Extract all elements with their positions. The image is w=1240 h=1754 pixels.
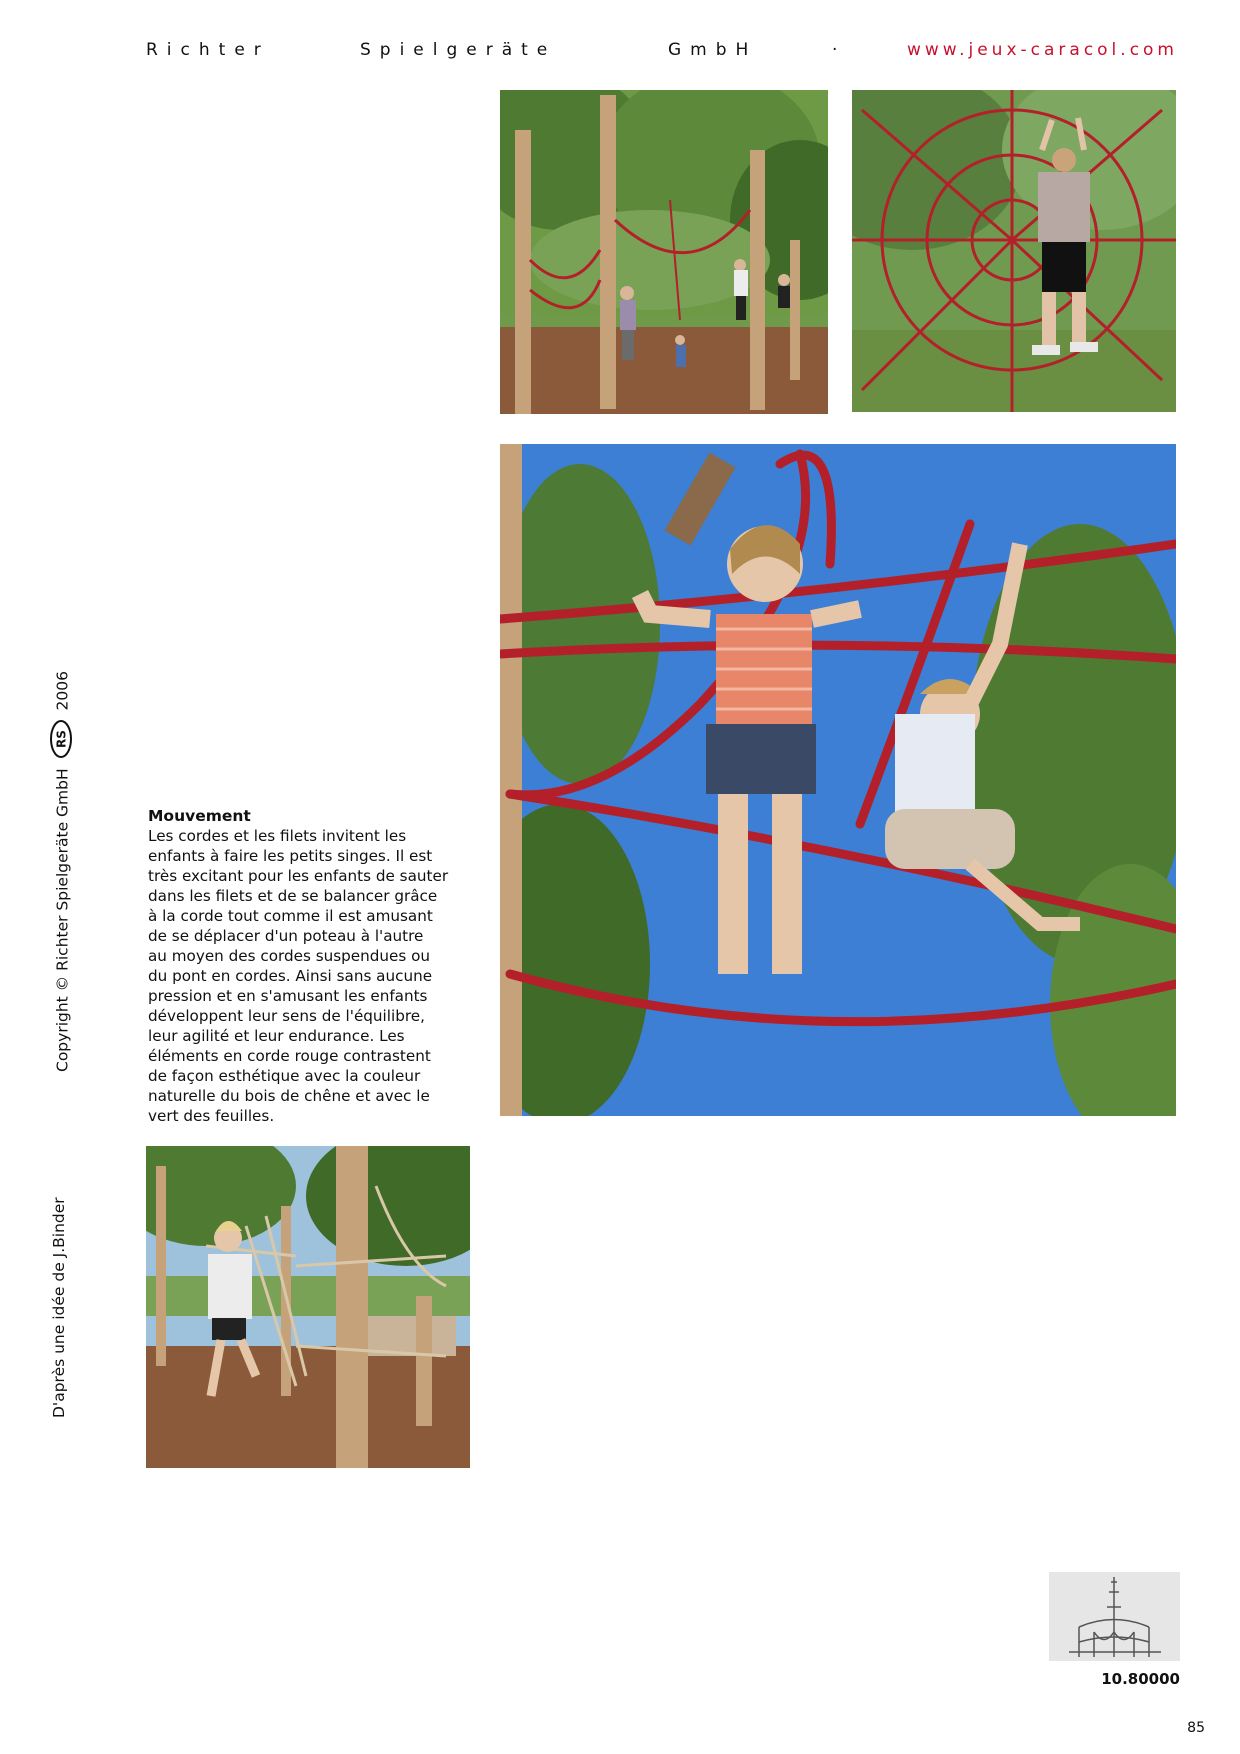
article-line: Les cordes et les filets invitent les [148,827,407,845]
article-body [148,826,466,1126]
article-line: développent leur sens de l'équilibre, [148,1007,425,1025]
article-line: enfants à faire les petits singes. Il est [148,847,433,865]
product-thumbnail [1049,1572,1180,1661]
article-line: du pont en cordes. Ainsi sans aucune [148,967,433,985]
article-line: de se déplacer d'un poteau à l'autre [148,927,424,945]
article-line: éléments en corde rouge contrastent [148,1047,431,1065]
article-mouvement [148,806,466,1126]
article-line: leur agilité et leur endurance. Les [148,1027,405,1045]
page-number: 85 [1187,1720,1205,1736]
header-website-link[interactable]: www.jeux-caracol.com [906,40,1178,60]
idea-credit: D'après une idée de J.Binder [50,1197,68,1418]
article-title: Mouvement [148,807,251,825]
article-line: de façon esthétique avec la couleur [148,1067,421,1085]
article-line: pression et en s'amusant les enfants [148,987,428,1005]
copyright-text: Copyright © Richter Spielgeräte GmbH [53,768,72,1072]
rs-logo-icon [50,719,76,759]
article-line: très excitant pour les enfants de sauter [148,867,449,885]
article-line: au moyen des cordes suspendues ou [148,947,431,965]
header-company-word-3: GmbH [668,40,758,60]
header-company-word-1: Richter [146,40,270,60]
copyright-line [50,671,76,1072]
rs-logo-text: RS [54,730,69,749]
article-line: vert des feuilles. [148,1107,275,1125]
photo-spider-web-net [852,90,1176,412]
photo-rope-poles-park [500,90,828,414]
copyright-year: 2006 [53,671,72,711]
header-company-word-2: Spielgeräte [360,40,557,60]
header-separator: · [832,40,847,60]
article-line: dans les filets et de se balancer grâce [148,887,438,905]
product-code: 10.80000 [1101,1670,1180,1688]
photo-woman-climbing-rope [146,1146,470,1468]
article-line: naturelle du bois de chêne et avec le [148,1087,430,1105]
article-line: à la corde tout comme il est amusant [148,907,433,925]
photo-children-rope-bridge [500,444,1176,1116]
